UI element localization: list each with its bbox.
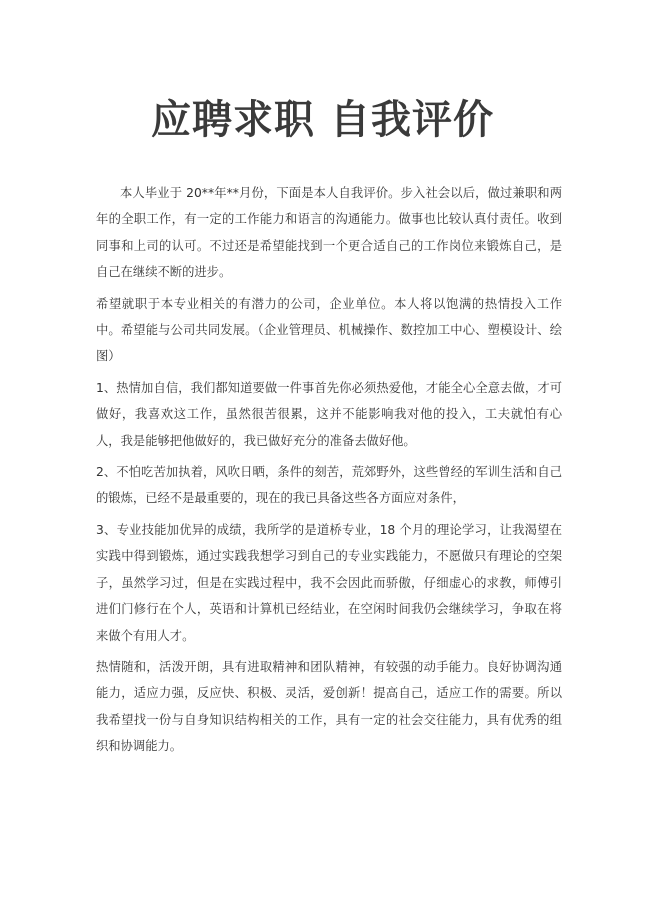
document-body (96, 180, 562, 765)
paragraph-point-1: 1、热情加自信，我们都知道要做一件事首先你必须热爱他，才能全心全意去做，才可做好，我喜欢这工作，虽然很苦很累，这并不能影响我对他的投入，工夫就怕有心人，我是能够把他做好的，我已做好充分的准备去做好他。 (96, 380, 562, 448)
paragraph-intro: 本人毕业于 20**年**月份，下面是本人自我评价。步入社会以后，做过兼职和两年的全职工作，有一定的工作能力和语言的沟通能力。做事也比较认真付责任。收到同事和上司的认可。不过还是希望能找到一个更合适自己的工作岗位来锻炼自己，是自己在继续不断的进步。 (96, 186, 562, 280)
paragraph-point-2: 2、不怕吃苦加执着，风吹日晒，条件的刻苦，荒郊野外，这些曾经的军训生活和自己的锻炼，已经不是最重要的，现在的我已具备这些各方面应对条件， (96, 465, 562, 506)
paragraph-point-3: 3、专业技能加优异的成绩，我所学的是道桥专业，18 个月的理论学习，让我渴望在实践中得到锻炼，通过实践我想学习到自己的专业实践能力，不愿做只有理论的空架子，虽然学习过，但是在实践过程中，我不会因此而骄傲，仔细虚心的求教，师傅引进们门修行在个人，英语和计算机已经结业，在空闲时间我仍会继续学习，争取在将来做个有用人才。 (96, 522, 562, 643)
paragraph-job-goal: 希望就职于本专业相关的有潜力的公司，企业单位。本人将以饱满的热情投入工作中。希望能与公司共同发展。（企业管理员、机械操作、数控加工中心、塑模设计、绘图） (96, 296, 562, 364)
page-title: 应聘求职 自我评价 (151, 97, 494, 143)
paragraph-summary: 热情随和，活泼开朗，具有进取精神和团队精神，有较强的动手能力。良好协调沟通能力，适应力强，反应快、积极、灵活，爱创新！提高自己，适应工作的需要。所以我希望找一份与自身知识结构相关的工作，具有一定的社会交往能力，具有优秀的组织和协调能力。 (96, 659, 562, 754)
